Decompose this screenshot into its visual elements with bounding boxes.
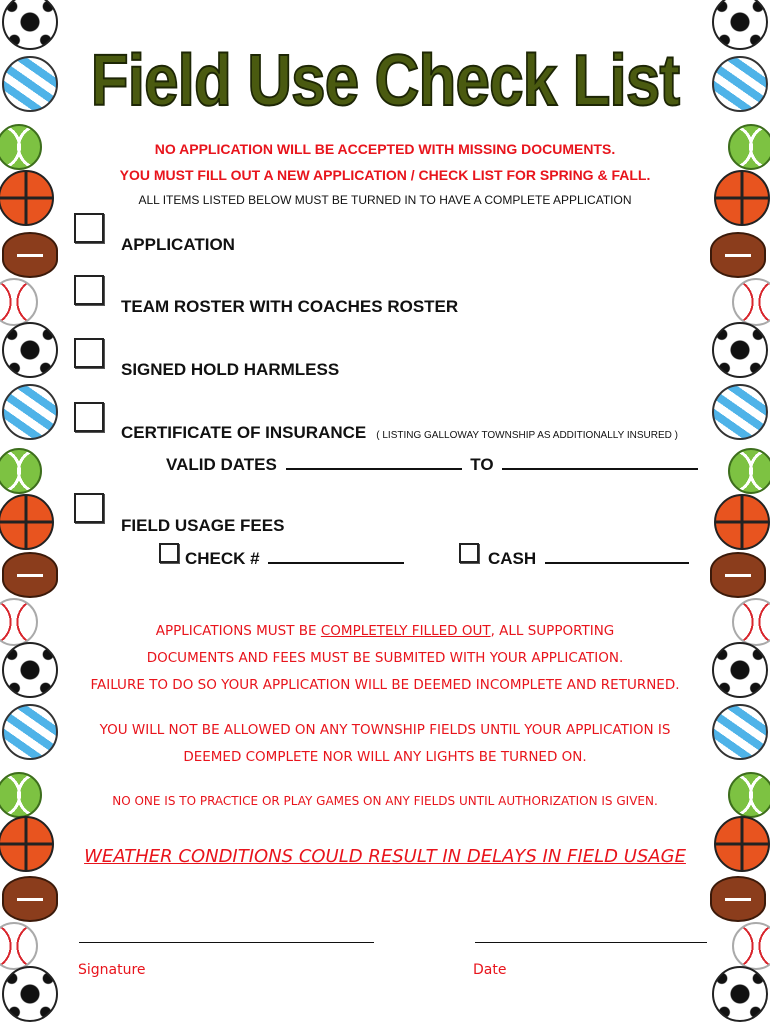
baseball-icon xyxy=(0,598,38,646)
tennis-ball-icon xyxy=(728,448,770,494)
checkbox-cash-payment[interactable] xyxy=(459,543,479,563)
football-icon xyxy=(2,232,58,278)
volleyball-icon xyxy=(712,56,768,112)
football-icon xyxy=(2,552,58,598)
volleyball-icon xyxy=(2,704,58,760)
football-icon xyxy=(710,876,766,922)
baseball-icon xyxy=(732,598,770,646)
weather-warning: WEATHER CONDITIONS COULD RESULT IN DELAYS IN FIELD USAGE xyxy=(84,846,686,867)
checkbox-application[interactable] xyxy=(74,213,104,243)
cash-row xyxy=(488,548,689,569)
check-number-field[interactable] xyxy=(268,548,404,564)
header-instructions: ALL ITEMS LISTED BELOW MUST BE TURNED IN TO HAVE A COMPLETE APPLICATION xyxy=(138,193,632,207)
message-lights: DEEMED COMPLETE NOR WILL ANY LIGHTS BE TURNED ON. xyxy=(183,749,587,765)
checkbox-check-payment[interactable] xyxy=(159,543,179,563)
signature-line[interactable] xyxy=(79,941,374,943)
item-hold-harmless: SIGNED HOLD HARMLESS xyxy=(121,360,340,379)
valid-dates-label: VALID DATES xyxy=(166,455,277,474)
cash-label: CASH xyxy=(488,549,537,568)
header-warning-2: YOU MUST FILL OUT A NEW APPLICATION / CHECK LIST FOR SPRING & FALL. xyxy=(119,167,651,183)
basketball-icon xyxy=(0,494,54,550)
valid-dates-row xyxy=(166,454,698,475)
item-roster: TEAM ROSTER WITH COACHES ROSTER xyxy=(121,297,459,316)
baseball-icon xyxy=(0,278,38,326)
football-icon xyxy=(710,232,766,278)
message-authorization: NO ONE IS TO PRACTICE OR PLAY GAMES ON ANY FIELDS UNTIL AUTHORIZATION IS GIVEN. xyxy=(112,794,658,808)
date-label: Date xyxy=(473,962,507,978)
valid-dates-to-label: TO xyxy=(470,455,494,474)
soccer-ball-icon xyxy=(2,0,58,50)
volleyball-icon xyxy=(2,56,58,112)
message-completeness xyxy=(62,623,708,639)
volleyball-icon xyxy=(2,384,58,440)
football-icon xyxy=(710,552,766,598)
cash-amount-field[interactable] xyxy=(545,548,689,564)
check-number-row xyxy=(185,548,404,569)
message-fields-access: YOU WILL NOT BE ALLOWED ON ANY TOWNSHIP FIELDS UNTIL YOUR APPLICATION IS xyxy=(99,722,671,738)
soccer-ball-icon xyxy=(2,642,58,698)
baseball-icon xyxy=(0,922,38,970)
volleyball-icon xyxy=(712,384,768,440)
basketball-icon xyxy=(714,494,770,550)
valid-dates-from-field[interactable] xyxy=(286,454,462,470)
baseball-icon xyxy=(732,922,770,970)
checkbox-roster[interactable] xyxy=(74,275,104,305)
message-completeness-pre: APPLICATIONS MUST BE xyxy=(155,623,321,639)
soccer-ball-icon xyxy=(2,966,58,1022)
soccer-ball-icon xyxy=(2,322,58,378)
check-number-label: CHECK # xyxy=(185,549,260,568)
baseball-icon xyxy=(732,278,770,326)
tennis-ball-icon xyxy=(0,448,42,494)
insurance-note: ( LISTING GALLOWAY TOWNSHIP AS ADDITIONALLY INSURED ) xyxy=(376,430,678,441)
soccer-ball-icon xyxy=(712,322,768,378)
soccer-ball-icon xyxy=(712,966,768,1022)
checkbox-fees[interactable] xyxy=(74,493,104,523)
message-failure: FAILURE TO DO SO YOUR APPLICATION WILL BE DEEMED INCOMPLETE AND RETURNED. xyxy=(90,677,680,693)
item-fees: FIELD USAGE FEES xyxy=(121,516,285,535)
football-icon xyxy=(2,876,58,922)
message-documents: DOCUMENTS AND FEES MUST BE SUBMITED WITH YOUR APPLICATION. xyxy=(146,650,624,666)
checkbox-insurance[interactable] xyxy=(74,402,104,432)
tennis-ball-icon xyxy=(728,772,770,818)
message-completeness-underline: COMPLETELY FILLED OUT xyxy=(320,623,491,639)
valid-dates-to-field[interactable] xyxy=(502,454,698,470)
item-insurance xyxy=(121,423,678,443)
volleyball-icon xyxy=(712,704,768,760)
header-warning-1: NO APPLICATION WILL BE ACCEPTED WITH MISSING DOCUMENTS. xyxy=(154,141,616,157)
soccer-ball-icon xyxy=(712,0,768,50)
item-application: APPLICATION xyxy=(121,235,235,254)
insurance-label: CERTIFICATE OF INSURANCE xyxy=(121,423,367,442)
basketball-icon xyxy=(0,816,54,872)
page-title: Field Use Check List xyxy=(90,41,680,121)
message-completeness-post: , ALL SUPPORTING xyxy=(490,623,615,639)
tennis-ball-icon xyxy=(0,772,42,818)
checkbox-hold-harmless[interactable] xyxy=(74,338,104,368)
signature-label: Signature xyxy=(78,962,146,978)
basketball-icon xyxy=(714,816,770,872)
date-line[interactable] xyxy=(475,941,707,943)
soccer-ball-icon xyxy=(712,642,768,698)
